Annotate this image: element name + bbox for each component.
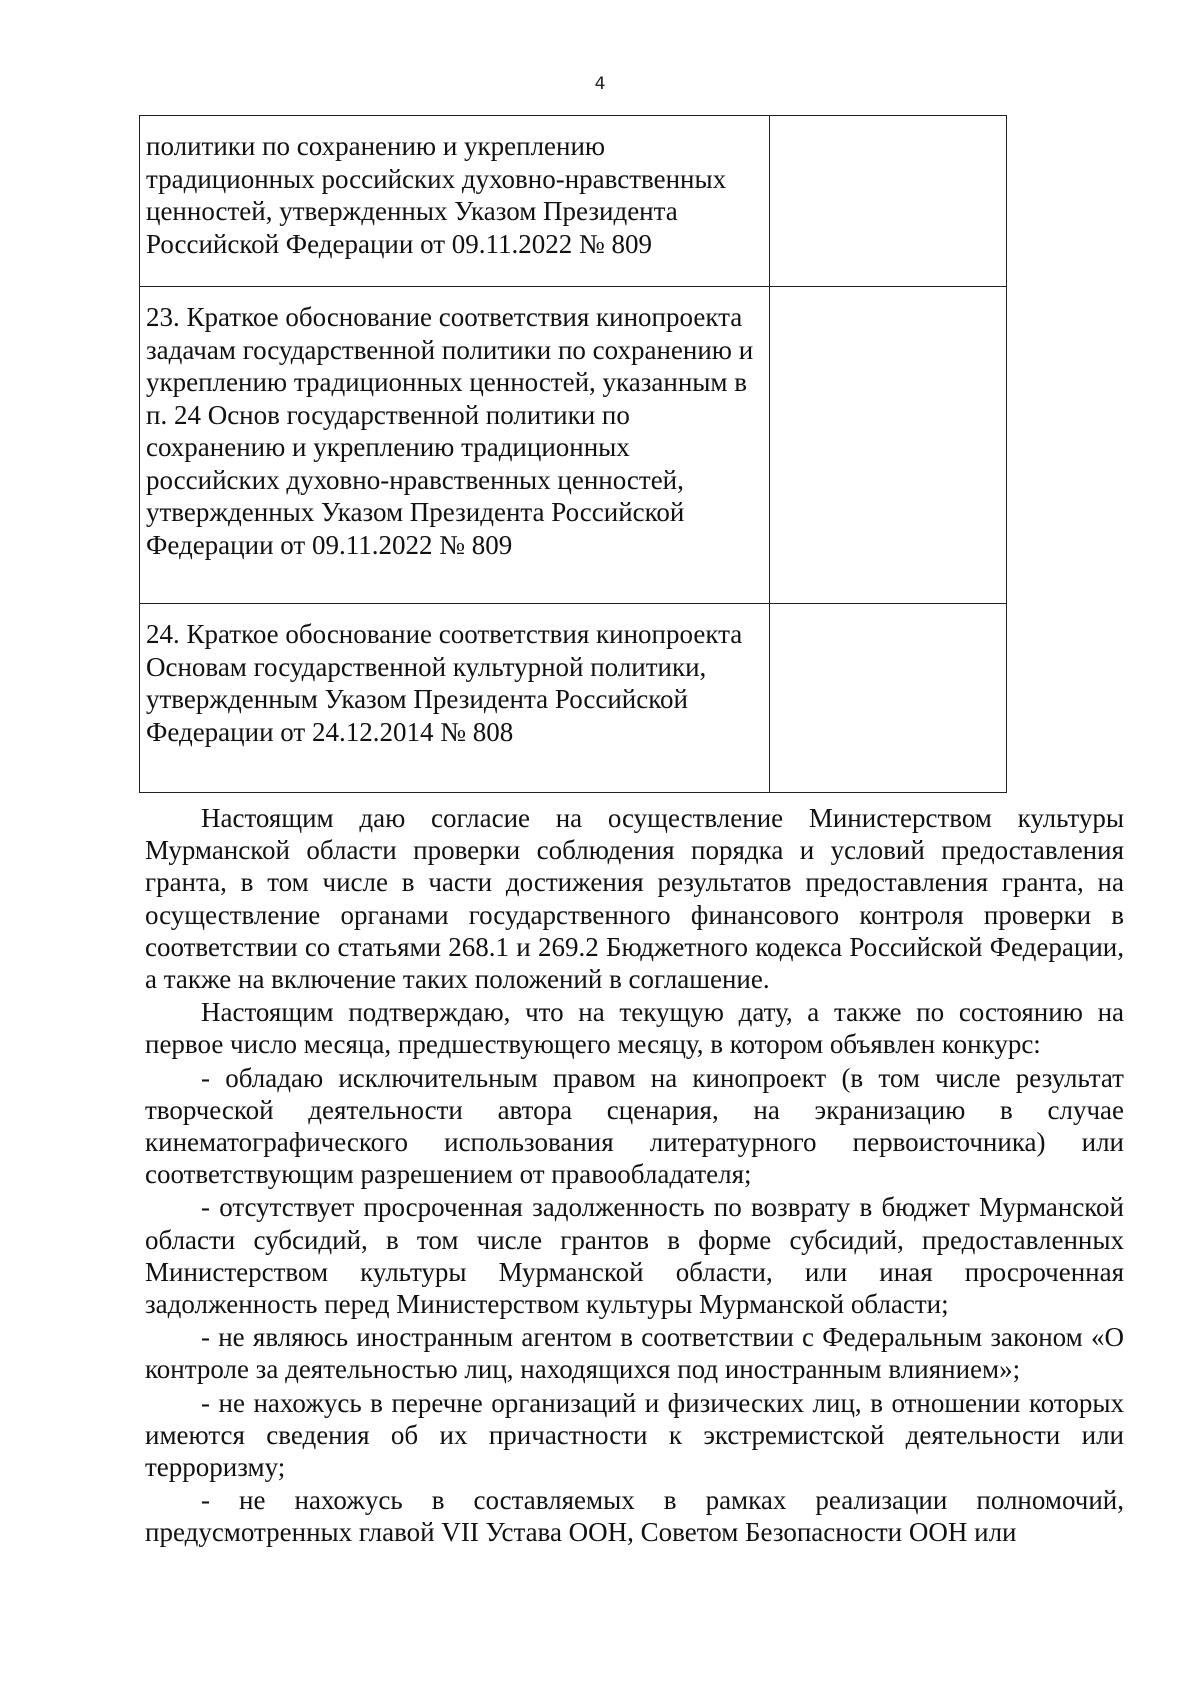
table-row: [140, 116, 1007, 287]
list-item: - не являюсь иностранным агентом в соответствии с Федеральным законом «О контроле за деятельностью лиц, находящихся под иностранным влиянием»;: [145, 1322, 1124, 1385]
row-value: [770, 116, 1007, 287]
row-label: политики по сохранению и укреплению традиционных российских духовно-нравственных ценностей, утвержденных Указом Президента Российской Федерации от 09.11.2022 № 809: [140, 116, 770, 287]
list-item: - отсутствует просроченная задолженность по возврату в бюджет Мурманской области субсидий, в том числе грантов в форме субсидий, предоставленных Министерством культуры Мурманской области, или иная просроченная задолженность перед Министерством культуры Мурманской области;: [145, 1192, 1124, 1320]
row-value: [770, 287, 1007, 604]
row-label: 23. Краткое обоснование соответствия кинопроекта задачам государственной политики по сохранению и укреплению традиционных ценностей, указанным в п. 24 Основ государственной политики по сохранению и укреплению традиционных российских духовно-нравственных ценностей, утвержденных Указом Президента Российской Федерации от 09.11.2022 № 809: [140, 287, 770, 604]
table-row: [140, 604, 1007, 793]
form-table: [139, 115, 1007, 793]
row-label: 24. Краткое обоснование соответствия кинопроекта Основам государственной культурной политики, утвержденным Указом Президента Российской Федерации от 24.12.2014 № 808: [140, 604, 770, 793]
list-item: - не нахожусь в составляемых в рамках реализации полномочий, предусмотренных главой VII Устава ООН, Советом Безопасности ООН или: [145, 1485, 1124, 1548]
table-row: [140, 287, 1007, 604]
paragraph-consent: Настоящим даю согласие на осуществление Министерством культуры Мурманской области проверки соблюдения порядка и условий предоставления гранта, в том числе в части достижения результатов предоставления гранта, на осуществление органами государственного финансового контроля проверки в соответствии со статьями 268.1 и 269.2 Бюджетного кодекса Российской Федерации, а также на включение таких положений в соглашение.: [145, 803, 1124, 995]
list-item: - не нахожусь в перечне организаций и физических лиц, в отношении которых имеются сведения об их причастности к экстремистской деятельности или терроризму;: [145, 1387, 1124, 1483]
page-number: 4: [594, 74, 606, 94]
list-item: - обладаю исключительным правом на кинопроект (в том числе результат творческой деятельности автора сценария, на экранизацию в случае кинематографического использования литературного первоисточника) или соответствующим разрешением от правообладателя;: [145, 1062, 1124, 1190]
body-text: [145, 802, 1124, 1549]
row-value: [770, 604, 1007, 793]
paragraph-confirmation: Настоящим подтверждаю, что на текущую дату, а также по состоянию на первое число месяца, предшествующего месяцу, в котором объявлен конкурс:: [145, 997, 1124, 1060]
